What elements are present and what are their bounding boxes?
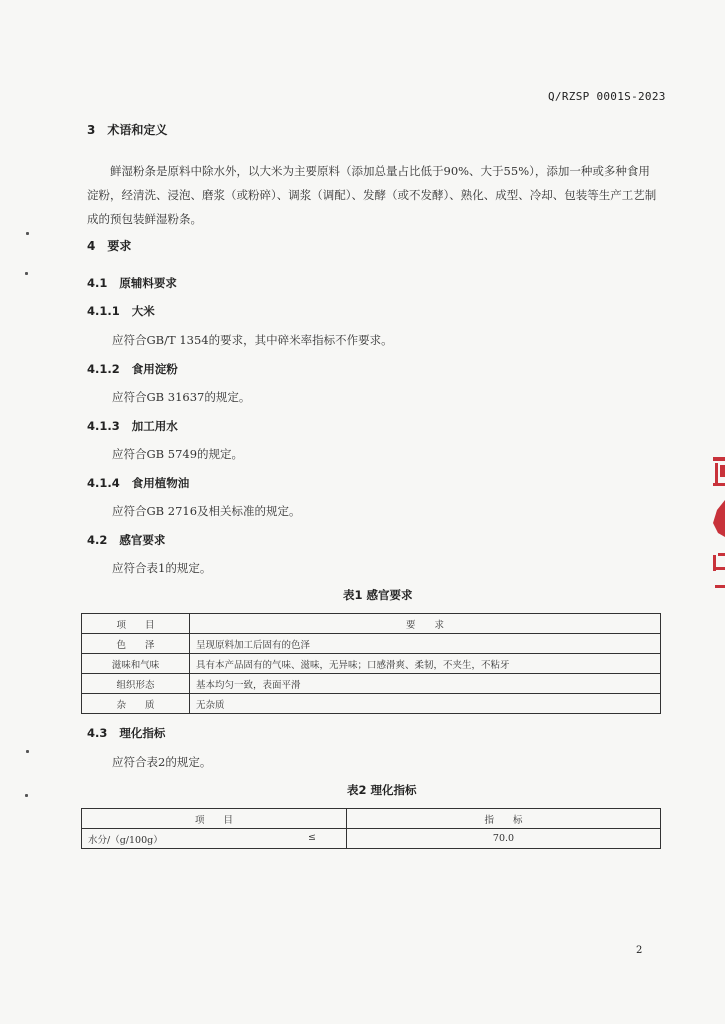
table-1 — [81, 613, 661, 714]
table-row — [82, 634, 661, 654]
section-title: 原辅料要求 — [119, 276, 177, 290]
table-row — [82, 694, 661, 714]
scan-speck — [25, 272, 28, 275]
section-4-1-4-heading — [87, 475, 189, 491]
row-value: 具有本产品固有的气味、滋味，无异味；口感滑爽、柔韧，不夹生，不粘牙 — [190, 654, 661, 674]
section-title: 感官要求 — [119, 533, 166, 547]
section-number: 4.1.2 — [87, 362, 120, 376]
section-4-1-1-text: 应符合GB/T 1354的要求，其中碎米率指标不作要求。 — [112, 333, 393, 347]
row-label: 滋味和气味 — [82, 654, 190, 674]
section-4-1-2-text: 应符合GB 31637的规定。 — [112, 390, 251, 404]
section-4-heading — [87, 237, 131, 254]
section-title: 食用植物油 — [131, 476, 190, 490]
section-title: 术语和定义 — [107, 123, 168, 137]
row-value: 无杂质 — [190, 694, 661, 714]
section-4-3-heading — [87, 725, 165, 741]
header-cell-requirement: 要 求 — [190, 614, 661, 634]
section-number: 4.1.4 — [87, 476, 120, 490]
section-number: 4.1.1 — [87, 304, 120, 318]
definition-paragraph — [87, 159, 657, 231]
section-4-1-3-heading — [87, 418, 178, 434]
row-label: 组织形态 — [82, 674, 190, 694]
section-4-1-1-heading — [87, 303, 155, 319]
table-2 — [81, 808, 661, 849]
section-4-1-2-heading — [87, 361, 178, 377]
table-2-caption: 表2 理化指标 — [347, 783, 417, 797]
scan-speck — [25, 794, 28, 797]
section-3-heading — [87, 121, 167, 138]
row-value: 基本均匀一致，表面平滑 — [190, 674, 661, 694]
header-cell-item: 项 目 — [82, 614, 190, 634]
section-4-1-4-text: 应符合GB 2716及相关标准的规定。 — [112, 504, 301, 518]
section-number: 4.2 — [87, 533, 108, 547]
section-number: 4.3 — [87, 726, 108, 740]
section-title: 加工用水 — [131, 419, 178, 433]
section-title: 要求 — [107, 239, 132, 253]
table-row — [82, 829, 661, 849]
section-4-2-heading — [87, 532, 165, 548]
definition-text: 鲜湿粉条是原料中除水外，以大米为主要原料（添加总量占比低于90%、大于55%），添加一种或多种食用淀粉，经清洗、浸泡、磨浆（或粉碎）、调浆（调配）、发酵（或不发酵）、熟化、成型、冷却、包装等生产工艺制成的预包装鲜湿粉条。 — [87, 164, 657, 226]
row-label: 色 泽 — [82, 634, 190, 654]
section-4-1-3-text: 应符合GB 5749的规定。 — [112, 447, 244, 461]
page-number: 2 — [636, 945, 643, 956]
section-number: 3 — [87, 123, 96, 137]
scan-speck — [26, 750, 29, 753]
section-number: 4.1 — [87, 276, 108, 290]
row-label: 杂 质 — [82, 694, 190, 714]
red-seal-stamp — [709, 455, 725, 595]
document-id: Q/RZSP 0001S-2023 — [548, 90, 666, 103]
table-1-caption: 表1 感官要求 — [343, 588, 413, 602]
section-title: 食用淀粉 — [131, 362, 178, 376]
section-4-1-heading — [87, 275, 177, 291]
scan-speck — [26, 232, 29, 235]
table-row — [82, 654, 661, 674]
section-title: 大米 — [131, 304, 155, 318]
section-title: 理化指标 — [119, 726, 166, 740]
section-4-2-text: 应符合表1的规定。 — [112, 561, 212, 575]
row-label — [82, 829, 347, 849]
table-row — [82, 674, 661, 694]
section-number: 4 — [87, 239, 96, 253]
row-value: 70.0 — [347, 829, 661, 849]
header-cell-item: 项 目 — [82, 809, 347, 829]
header-cell-value: 指 标 — [347, 809, 661, 829]
row-value: 呈现原料加工后固有的色泽 — [190, 634, 661, 654]
section-number: 4.1.3 — [87, 419, 120, 433]
table-header-row — [82, 809, 661, 829]
section-4-3-text: 应符合表2的规定。 — [112, 755, 212, 769]
less-equal-symbol: ≤ — [308, 832, 316, 843]
table-header-row — [82, 614, 661, 634]
item-name: 水分/（g/100g） — [88, 834, 163, 846]
